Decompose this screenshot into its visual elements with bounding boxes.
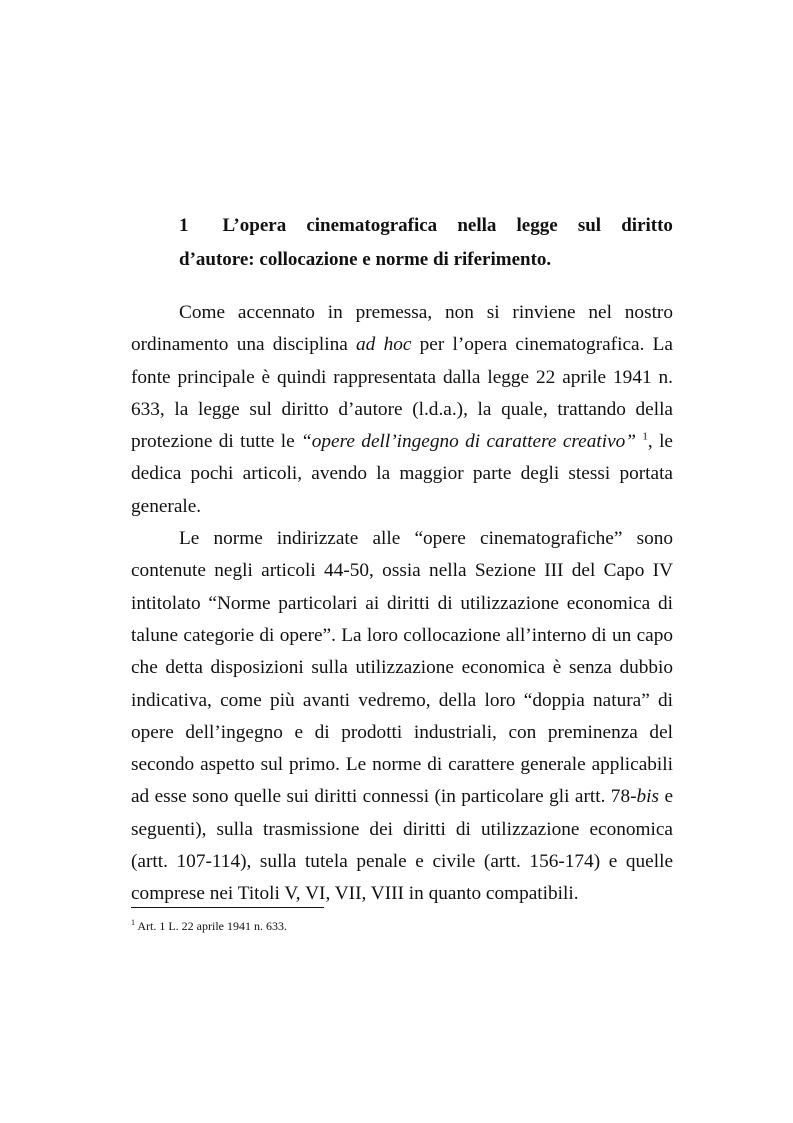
heading-word-2: cinematografica — [306, 215, 438, 236]
section-heading — [179, 209, 673, 277]
heading-word-3: nella — [457, 215, 497, 236]
section-number: 1 — [179, 215, 189, 236]
paragraph-2-text-b: e seguenti), sulla trasmissione dei diritti di utilizzazione economica (artt. 107-114), sulla tutela penale e civile (artt. 156-174) e quelle comprese nei Titoli V, VI, VII, VIII in quanto compatibili. — [131, 786, 673, 905]
heading-word-6: diritto — [621, 215, 673, 236]
paragraph-1-italic-adhoc: ad hoc — [356, 334, 412, 356]
paragraph-2 — [131, 523, 673, 911]
footnote-text: Art. 1 L. 22 aprile 1941 n. 633. — [135, 919, 287, 933]
paragraph-1-text-b: per l’opera cinematografica. La fonte principale è quindi rappresentata dalla legge 22 aprile 1941 n. 633, la legge sul diritto d’autore (l.d.a.), la quale, trattando della protezione di tutte le — [131, 334, 673, 453]
paragraph-1-italic-quote: “opere dell’ingegno di carattere creativo” — [301, 431, 637, 453]
footnote-reference[interactable]: 1 — [642, 430, 648, 443]
footnote-marker: 1 — [131, 918, 135, 927]
section-heading-line1 — [179, 209, 673, 243]
heading-word-5: sul — [577, 215, 602, 236]
section-heading-line2: d’autore: collocazione e norme di riferimento. — [179, 249, 552, 270]
heading-word-4: legge — [516, 215, 558, 236]
paragraph-2-text-a: Le norme indirizzate alle “opere cinematografiche” sono contenute negli articoli 44-50, ossia nella Sezione III del Capo IV intitolato “Norme particolari ai diritti di utilizzazione economica di talune categorie di opere”. La loro collocazione all’interno di un capo che detta disposizioni sulla utilizzazione economica è senza dubbio indicativa, come più avanti vedremo, della loro “doppia natura” di opere dell’ingegno e di prodotti industriali, con preminenza del secondo aspetto sul primo. Le norme di carattere generale applicabili ad esse sono quelle sui diritti connessi (in particolare gli artt. 78- — [131, 528, 673, 808]
body-text — [131, 297, 673, 911]
paragraph-1-text-a: Come accennato in premessa, non si rinviene nel nostro ordinamento una disciplina — [131, 302, 673, 356]
heading-word-1: L’opera — [222, 215, 287, 236]
paragraph-1 — [131, 297, 673, 523]
footnote-separator — [131, 907, 324, 908]
footnote — [131, 915, 287, 934]
paragraph-2-italic-bis: bis — [636, 786, 660, 808]
paragraph-1-text-c: , le dedica pochi articoli, avendo la maggior parte degli stessi portata generale. — [131, 431, 673, 517]
